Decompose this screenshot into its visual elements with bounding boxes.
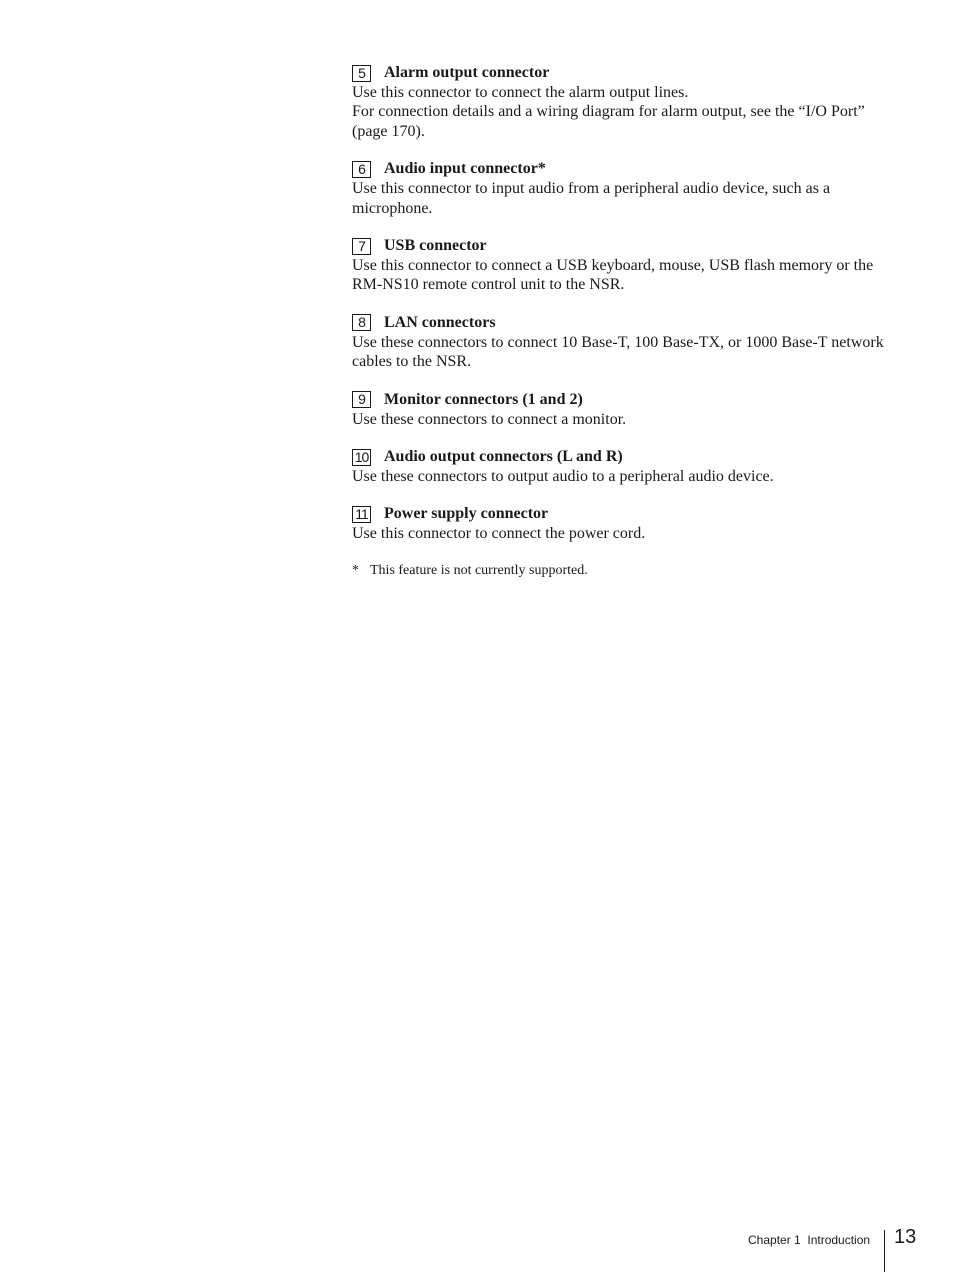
footer-chapter-label: Chapter 1 Introduction — [748, 1233, 871, 1247]
item-description: Use these connectors to connect a monitor. — [352, 410, 627, 428]
item-number-box: 7 — [352, 238, 371, 255]
item-description: Use this connector to input audio from a peripheral audio device, such as a microphone. — [352, 180, 831, 217]
item-number-box: 5 — [352, 65, 371, 82]
item-description: Use this connector to connect the alarm output lines. For connection details and a wiring diagram for alarm output, see the “I/O Port” (page 170). — [352, 84, 865, 140]
item-number-box: 8 — [352, 314, 371, 331]
main-content — [352, 63, 892, 580]
item-title: Audio input connector* — [384, 160, 546, 178]
page-number: 13 — [894, 1226, 917, 1248]
item-description: Use these connectors to output audio to a peripheral audio device. — [352, 468, 774, 486]
connector-item-lan — [352, 313, 892, 372]
item-title: Audio output connectors (L and R) — [384, 448, 623, 466]
footnote-text: This feature is not currently supported. — [370, 562, 588, 578]
item-title: LAN connectors — [384, 313, 496, 331]
connector-item-monitor — [352, 390, 892, 429]
item-title: Monitor connectors (1 and 2) — [384, 390, 583, 408]
item-number-box: 6 — [352, 161, 371, 178]
footer-divider — [884, 1230, 885, 1272]
item-description: Use this connector to connect a USB keyboard, mouse, USB flash memory or the RM-NS10 remote control unit to the NSR. — [352, 257, 874, 294]
item-number-box: 10 — [352, 449, 371, 466]
item-description: Use this connector to connect the power cord. — [352, 525, 646, 543]
item-title: Power supply connector — [384, 505, 549, 523]
item-title: Alarm output connector — [384, 64, 550, 81]
connector-item-audio-input — [352, 159, 892, 218]
item-description: Use these connectors to connect 10 Base-T, 100 Base-TX, or 1000 Base-T network cables to the NSR. — [352, 333, 884, 371]
page-footer — [0, 1228, 954, 1274]
connector-item-power-supply — [352, 504, 892, 543]
item-title: USB connector — [384, 237, 487, 255]
connector-item-usb — [352, 236, 892, 295]
connector-item-audio-output — [352, 447, 892, 486]
footnote — [352, 562, 892, 580]
connector-item-alarm-output — [352, 63, 892, 141]
item-number-box: 11 — [352, 506, 371, 523]
item-number-box: 9 — [352, 391, 371, 408]
footnote-mark: * — [352, 562, 359, 578]
